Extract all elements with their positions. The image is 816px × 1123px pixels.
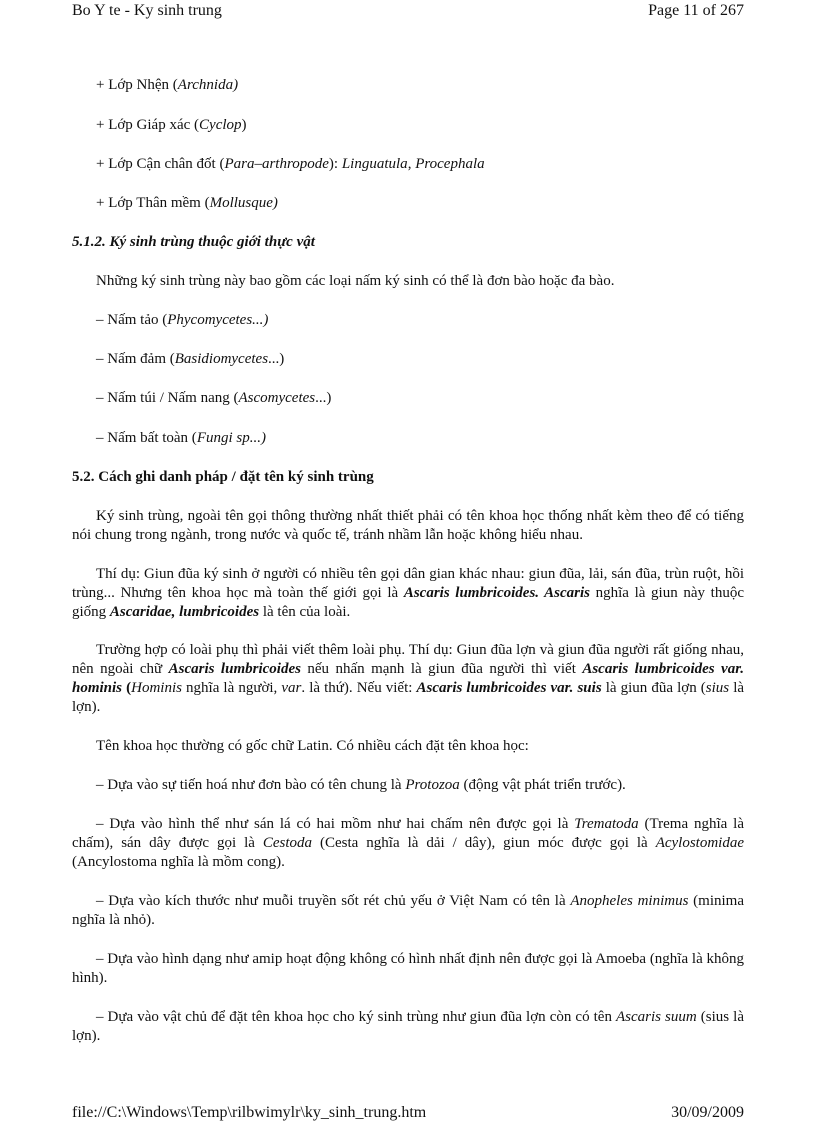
list-item-arachnida: + Lớp Nhện (Archnida) — [96, 77, 239, 93]
list-item-mollusque: + Lớp Thân mềm (Mollusque) — [96, 195, 278, 211]
list-item-basidiomycetes: – Nấm đảm (Basidiomycetes...) — [96, 351, 285, 367]
list-item-cyclop: + Lớp Giáp xác (Cyclop) — [96, 117, 247, 133]
footer-date: 30/09/2009 — [671, 1104, 744, 1121]
paragraph-evolution: – Dựa vào sự tiến hoá như đơn bào có tên chung là Protozoa (động vật phát triển trước). — [96, 777, 626, 793]
paragraph-shape: – Dựa vào hình dạng như amip hoạt động không có hình nhất định nên được gọi là Amoeba (nghĩa là không hình). — [72, 951, 744, 986]
paragraph-ascaris-example: Thí dụ: Giun đũa ký sinh ở người có nhiều tên gọi dân gian khác nhau: giun đũa, lải, sán đũa, trùn ruột, hồi trùng... Nhưng tên khoa học mà toàn thế giới gọi là Ascaris lumbricoides. Ascaris nghĩa là giun này thuộc giống Ascaridae, lumbricoides là tên của loài. — [72, 566, 744, 620]
list-item-fungi-sp: – Nấm bất toàn (Fungi sp...) — [96, 430, 266, 446]
list-item-phycomycetes: – Nấm tảo (Phycomycetes...) — [96, 312, 269, 328]
paragraph-morphology: – Dựa vào hình thể như sán lá có hai mồm như hai chấm nên được gọi là Trematoda (Trema nghĩa là chấm), sán dây được gọi là Cestoda (Cesta nghĩa là dải / dây), giun móc được gọi là Acylostomidae (Ancylostoma nghĩa là mồm cong). — [72, 816, 744, 870]
paragraph-size: – Dựa vào kích thước như muỗi truyền sốt rét chủ yếu ở Việt Nam có tên là Anopheles minimus (minima nghĩa là nhỏ). — [72, 893, 745, 928]
paragraph-host: – Dựa vào vật chủ để đặt tên khoa học cho ký sinh trùng như giun đũa lợn còn có tên Ascaris suum (sius là lợn). — [72, 1009, 745, 1044]
section-heading-5-2: 5.2. Cách ghi danh pháp / đặt tên ký sinh trùng — [72, 469, 374, 485]
footer-file-path: file://C:\Windows\Temp\rilbwimylr\ky_sinh_trung.htm — [72, 1104, 427, 1121]
paragraph-subspecies: Trường hợp có loài phụ thì phải viết thêm loài phụ. Thí dụ: Giun đũa lợn và giun đũa người rất giống nhau, nên ngoài chữ Ascaris lumbricoides nếu nhấn mạnh là giun đũa người thì viết Ascaris lumbricoides var. hominis (Hominis nghĩa là người, var. là thứ). Nếu viết: Ascaris lumbricoides var. suis là giun đũa lợn (sius là lợn). — [72, 642, 745, 715]
header-page-number: Page 11 of 267 — [648, 2, 744, 19]
list-item-para-arthropode: + Lớp Cận chân đốt (Para–arthropode): Linguatula, Procephala — [96, 156, 485, 172]
page-footer — [72, 1103, 744, 1123]
list-item-ascomycetes: – Nấm túi / Nấm nang (Ascomycetes...) — [96, 390, 332, 406]
section-heading-5-1-2: 5.1.2. Ký sinh trùng thuộc giới thực vật — [72, 234, 315, 250]
paragraph-scientific-name-intro: Ký sinh trùng, ngoài tên gọi thông thường nhất thiết phải có tên khoa học thống nhất kèm theo để có tiếng nói chung trong ngành, trong nước và quốc tế, tránh nhầm lẫn hoặc không hiểu nhau. — [72, 508, 744, 543]
page-header — [72, 1, 744, 21]
paragraph-latin-origin: Tên khoa học thường có gốc chữ Latin. Có nhiều cách đặt tên khoa học: — [96, 738, 529, 754]
paragraph-plant-intro: Những ký sinh trùng này bao gồm các loại nấm ký sinh có thể là đơn bào hoặc đa bào. — [96, 273, 615, 289]
header-title: Bo Y te - Ky sinh trung — [72, 2, 222, 19]
